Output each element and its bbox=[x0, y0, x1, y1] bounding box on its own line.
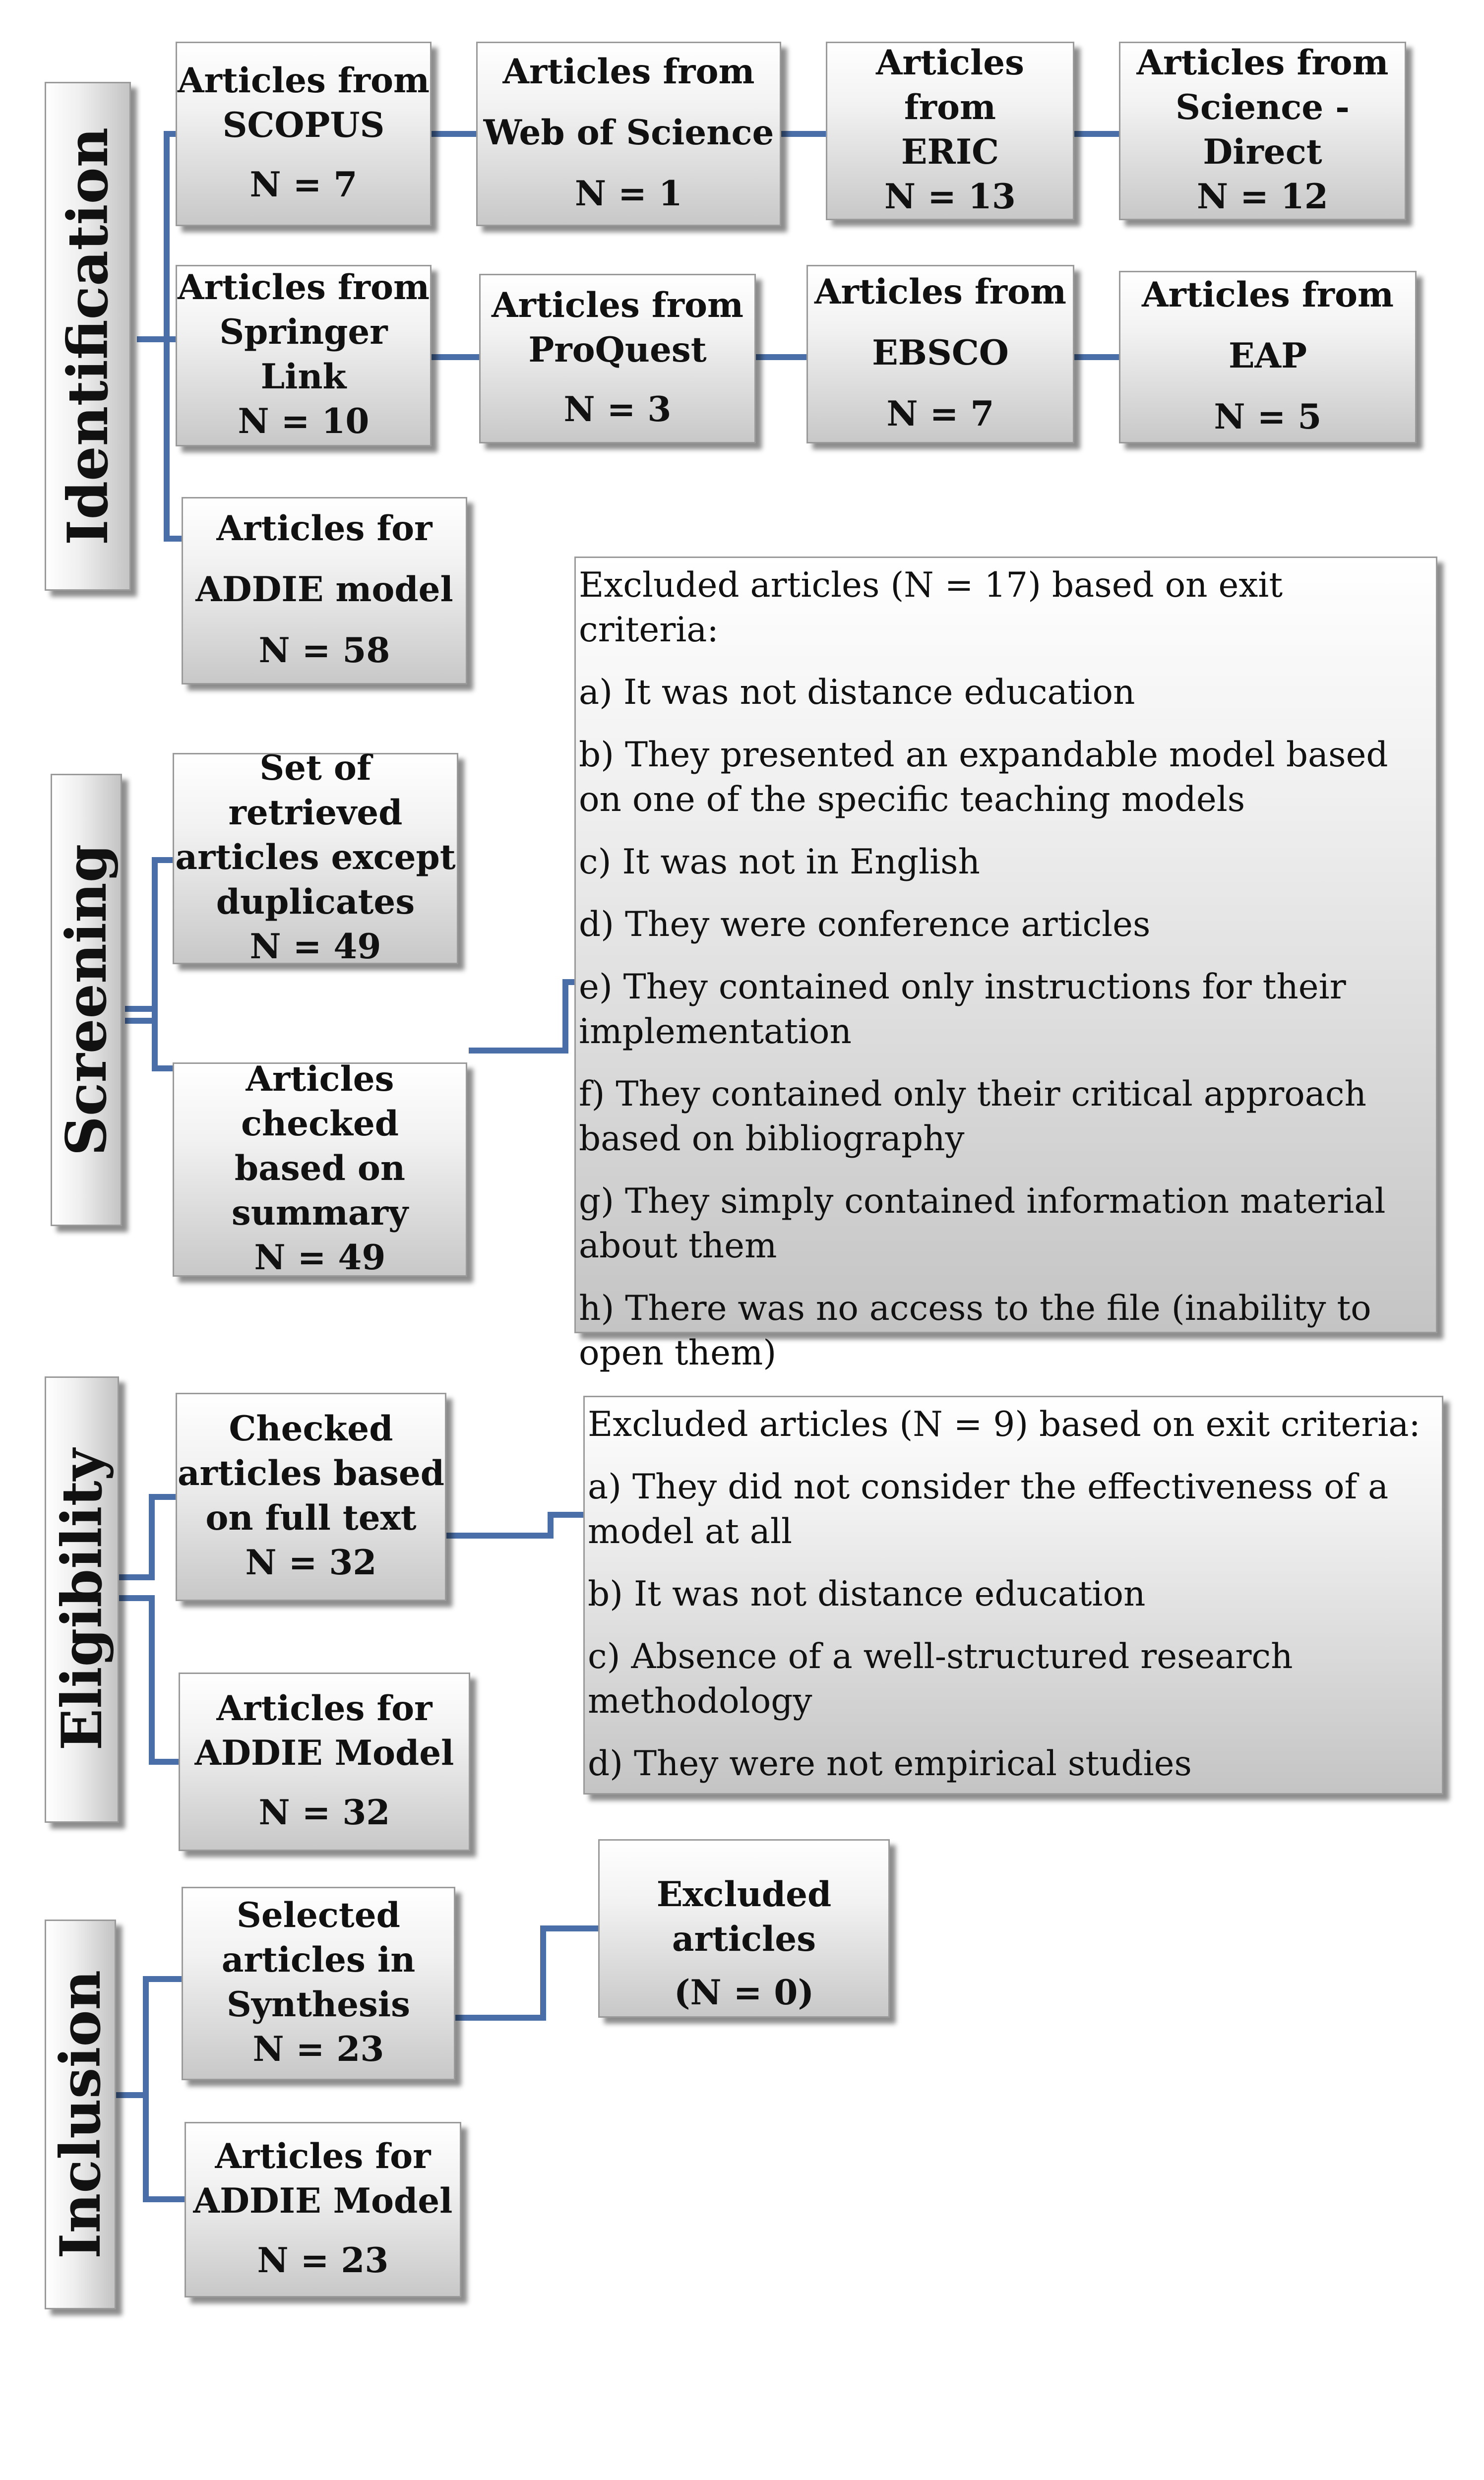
box-retrieved-line3: duplicates bbox=[216, 882, 415, 923]
box-proquest-line2: ProQuest bbox=[528, 329, 707, 370]
excluded-criteria-eligibility bbox=[583, 1396, 1443, 1795]
box-checked-summary-count: N = 49 bbox=[254, 1238, 386, 1278]
excluded-eligibility-item: b) It was not distance education bbox=[588, 1576, 1146, 1614]
box-articles-addie-identification bbox=[182, 497, 467, 684]
excluded-screening-item: f) They contained only their critical approach based on bibliography bbox=[579, 1076, 1366, 1159]
connector-identification-trunk bbox=[137, 134, 176, 339]
box-addie-el-line1: Articles for bbox=[216, 1688, 433, 1729]
box-eric-line2: ERIC bbox=[901, 132, 999, 173]
connector-inclusion-trunk bbox=[116, 1979, 182, 2095]
box-ebsco-count: N = 7 bbox=[886, 394, 994, 434]
excluded-screening-header: Excluded articles (N = 17) based on exit criteria: bbox=[579, 567, 1283, 650]
box-fulltext-count: N = 32 bbox=[245, 1543, 377, 1583]
connector-eligibility-addie bbox=[119, 1598, 179, 1762]
box-science-direct bbox=[1119, 42, 1406, 220]
box-addie-in-line1: Articles for bbox=[215, 2136, 431, 2176]
box-articles-addie-inclusion bbox=[185, 2122, 461, 2297]
box-ebsco-line1: Articles from bbox=[814, 272, 1067, 313]
excluded-eligibility-item: c) Absence of a well-structured research methodology bbox=[588, 1638, 1293, 1722]
connector-eligibility-trunk bbox=[119, 1497, 176, 1577]
stage-label-eligibility: Eligibility bbox=[49, 1448, 115, 1751]
excluded-criteria-screening bbox=[574, 557, 1437, 1373]
box-addie-el-line2: ADDIE Model bbox=[194, 1733, 454, 1773]
box-retrieved-count: N = 49 bbox=[249, 927, 381, 967]
connector-selected-excluded bbox=[455, 1928, 598, 2018]
connector-checked-excluded-eligibility bbox=[446, 1515, 583, 1536]
stage-identification bbox=[45, 82, 131, 591]
box-fulltext-line1: Checked bbox=[229, 1409, 393, 1450]
box-web-of-science bbox=[476, 42, 781, 226]
box-scopus-line1: Articles from bbox=[177, 60, 430, 101]
connector-screening-trunk bbox=[125, 860, 173, 1009]
connector-inclusion-addie bbox=[146, 2095, 185, 2199]
box-scopus-count: N = 7 bbox=[249, 166, 358, 206]
box-checked-summary-line3: summary bbox=[231, 1193, 409, 1234]
connector-screening-checked bbox=[155, 1009, 173, 1068]
excluded-screening-item: a) It was not distance education bbox=[579, 674, 1135, 713]
box-selected-line2: articles in bbox=[221, 1940, 416, 1981]
excluded-eligibility-item: d) They were not empirical studies bbox=[588, 1745, 1192, 1784]
box-checked-full-text bbox=[176, 1393, 446, 1601]
box-selected-synthesis bbox=[182, 1887, 455, 2080]
box-sciencedirect-line1: Articles from bbox=[1136, 43, 1389, 84]
excluded-screening-item: h) There was no access to the file (inability to open them) bbox=[579, 1290, 1371, 1373]
box-addie-in-count: N = 23 bbox=[257, 2241, 389, 2282]
stage-eligibility bbox=[45, 1376, 119, 1823]
box-eap-count: N = 5 bbox=[1214, 397, 1322, 437]
connector-checked-excluded bbox=[469, 982, 574, 1051]
box-wos-line2: Web of Science bbox=[483, 113, 774, 154]
box-springer-line1: Articles from bbox=[177, 268, 430, 309]
box-selected-line1: Selected bbox=[237, 1896, 400, 1936]
box-scopus bbox=[176, 42, 432, 226]
box-proquest-line1: Articles from bbox=[491, 285, 744, 325]
box-eap-line2: EAP bbox=[1228, 336, 1307, 377]
box-selected-count: N = 23 bbox=[252, 2029, 384, 2070]
stage-label-inclusion: Inclusion bbox=[48, 1970, 113, 2259]
box-retrieved-line1: Set of retrieved bbox=[228, 748, 403, 834]
box-springer-link bbox=[176, 265, 432, 446]
box-addie-id-line2: ADDIE model bbox=[195, 570, 453, 611]
box-proquest-count: N = 3 bbox=[563, 390, 672, 431]
box-eap bbox=[1119, 271, 1417, 443]
box-addie-in-line2: ADDIE Model bbox=[193, 2180, 453, 2221]
box-proquest bbox=[479, 274, 756, 443]
excluded-eligibility-header: Excluded articles (N = 9) based on exit criteria: bbox=[588, 1406, 1421, 1445]
box-fulltext-line3: on full text bbox=[205, 1498, 417, 1539]
excluded-screening-item: b) They presented an expandable model based on one of the specific teaching models bbox=[579, 737, 1388, 820]
box-eric bbox=[826, 42, 1074, 220]
box-addie-id-line1: Articles for bbox=[216, 509, 433, 550]
box-wos-line1: Articles from bbox=[502, 52, 755, 93]
excluded-screening-item: d) They were conference articles bbox=[579, 906, 1151, 945]
box-eric-count: N = 13 bbox=[884, 177, 1016, 217]
box-checked-summary-line1: Articles checked bbox=[241, 1059, 399, 1145]
box-springer-count: N = 10 bbox=[238, 401, 370, 442]
box-articles-checked-summary bbox=[173, 1059, 467, 1278]
box-retrieved-articles bbox=[173, 748, 458, 967]
box-ebsco bbox=[806, 265, 1074, 443]
excluded-screening-item: e) They contained only instructions for their implementation bbox=[579, 969, 1346, 1052]
box-articles-addie-eligibility bbox=[179, 1673, 470, 1851]
box-addie-el-count: N = 32 bbox=[258, 1794, 390, 1834]
excluded-screening-item: c) It was not in English bbox=[579, 844, 981, 882]
box-retrieved-line2: articles except bbox=[175, 838, 456, 878]
excluded-eligibility-item: a) They did not consider the effectiveness of a model at all bbox=[588, 1469, 1389, 1552]
box-eap-line1: Articles from bbox=[1141, 275, 1394, 316]
box-checked-summary-line2: based on bbox=[234, 1149, 406, 1189]
box-excluded-inclusion-count: (N = 0) bbox=[674, 1973, 814, 2014]
stage-label-identification: Identification bbox=[55, 127, 121, 546]
box-fulltext-line2: articles based bbox=[177, 1454, 445, 1494]
box-excluded-inclusion-line1: Excluded articles bbox=[656, 1875, 832, 1960]
stage-inclusion bbox=[45, 1920, 116, 2309]
box-sciencedirect-count: N = 12 bbox=[1196, 177, 1328, 217]
box-addie-id-count: N = 58 bbox=[258, 630, 390, 671]
excluded-screening-item: g) They simply contained information material about them bbox=[579, 1183, 1386, 1266]
box-scopus-line2: SCOPUS bbox=[222, 105, 385, 145]
box-ebsco-line2: EBSCO bbox=[872, 333, 1009, 374]
box-wos-count: N = 1 bbox=[574, 174, 682, 214]
stage-label-screening: Screening bbox=[54, 844, 119, 1156]
box-selected-line3: Synthesis bbox=[227, 1985, 410, 2025]
box-springer-line2: Springer Link bbox=[219, 312, 388, 397]
stage-screening bbox=[51, 774, 122, 1226]
box-eric-line1: Articles from bbox=[876, 43, 1024, 128]
box-excluded-inclusion bbox=[598, 1839, 890, 2018]
box-sciencedirect-line2: Science - Direct bbox=[1175, 88, 1350, 173]
